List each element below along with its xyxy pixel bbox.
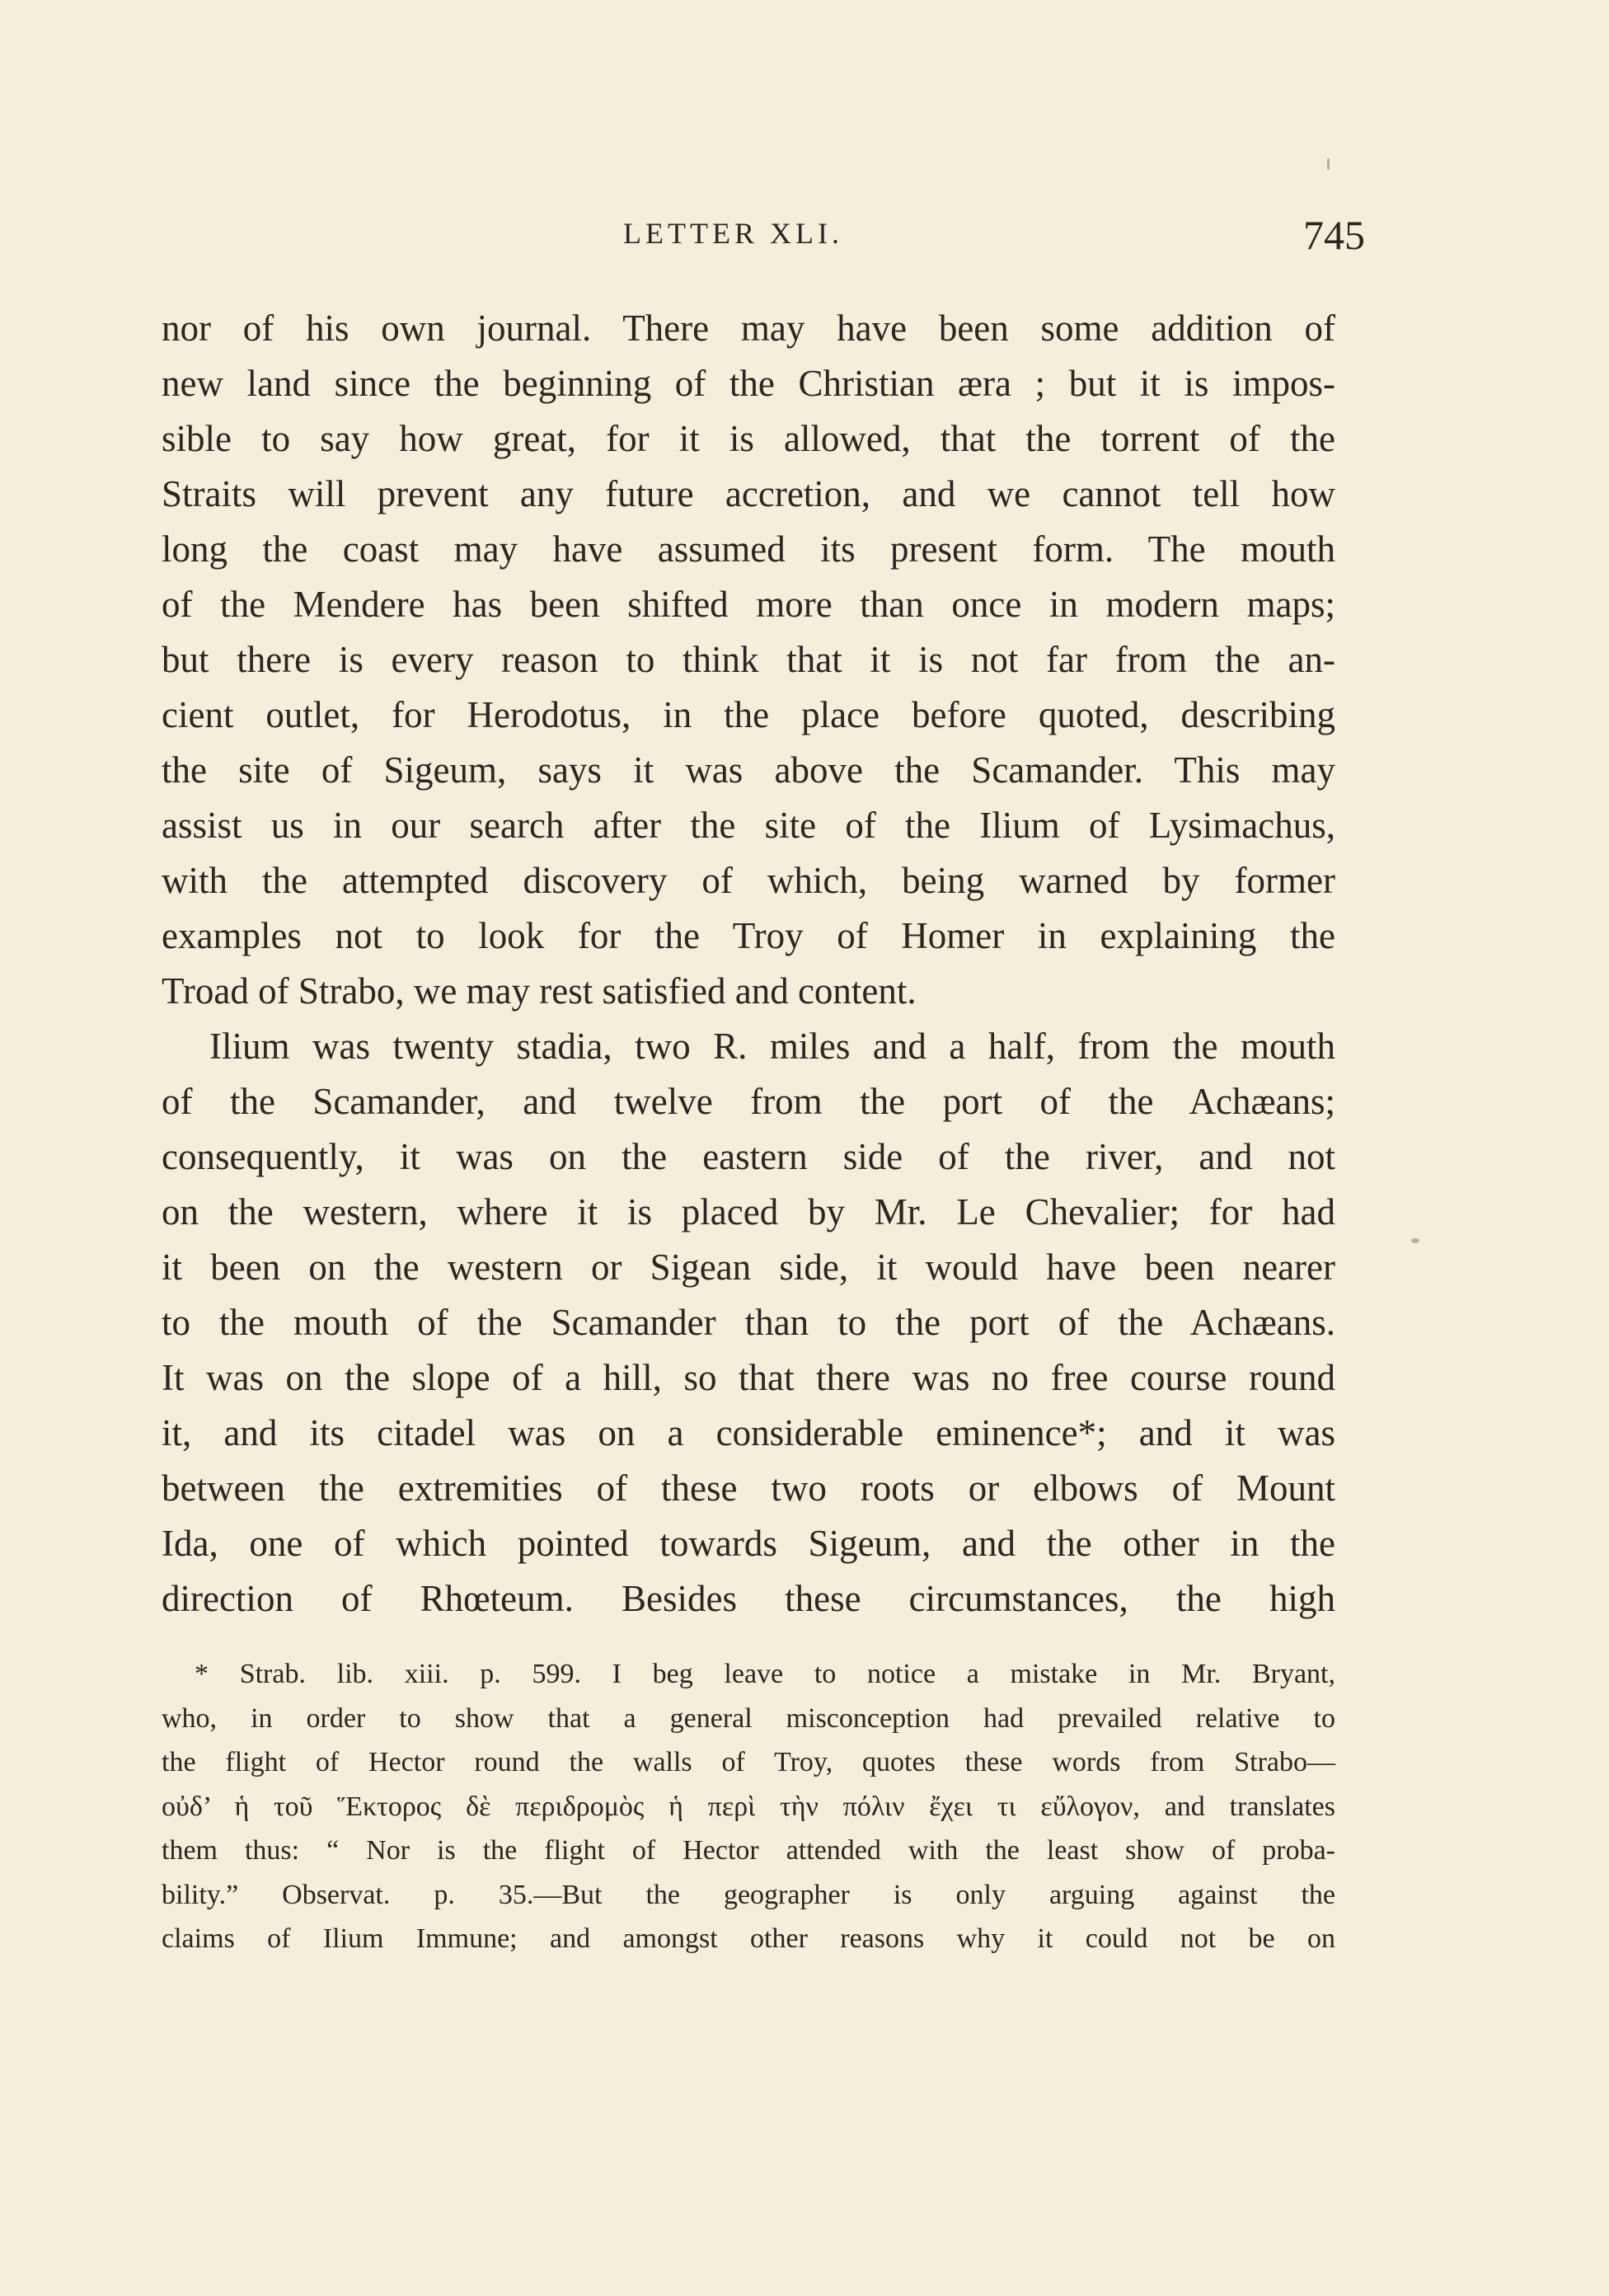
text-line: long the coast may have assumed its present form. The mouth bbox=[162, 528, 1335, 570]
paragraph-start-line: Ilium was twenty stadia, two R. miles and a half, from the mouth bbox=[209, 1026, 1335, 1067]
text-line: sible to say how great, for it is allowed, that the torrent of the bbox=[162, 418, 1335, 459]
footnote-line: claims of Ilium Immune; and amongst other reasons why it could not be on bbox=[162, 1923, 1335, 1954]
text-line: to the mouth of the Scamander than to the port of the Achæans. bbox=[162, 1302, 1335, 1343]
text-line: Ida, one of which pointed towards Sigeum, and the other in the bbox=[162, 1523, 1335, 1564]
text-line: the site of Sigeum, says it was above the Scamander. This may bbox=[162, 749, 1335, 791]
footnote bbox=[162, 1652, 1335, 1961]
footnote-line: the flight of Hector round the walls of Troy, quotes these words from Strabo— bbox=[162, 1747, 1335, 1777]
text-line: nor of his own journal. There may have been some addition of bbox=[162, 308, 1335, 349]
running-title: LETTER XLI. bbox=[623, 217, 843, 250]
text-line: but there is every reason to think that it is not far from the an- bbox=[162, 639, 1335, 680]
footnote-line: * Strab. lib. xiii. p. 599. I beg leave to notice a mistake in Mr. Bryant, bbox=[195, 1659, 1335, 1689]
text-line: between the extremities of these two roots or elbows of Mount bbox=[162, 1467, 1335, 1509]
text-line: of the Scamander, and twelve from the port of the Achæans; bbox=[162, 1081, 1335, 1122]
text-line: Straits will prevent any future accretion, and we cannot tell how bbox=[162, 473, 1335, 514]
footnote-line: bility.” Observat. p. 35.—But the geographer is only arguing against the bbox=[162, 1879, 1335, 1910]
text-line: with the attempted discovery of which, being warned by former bbox=[162, 860, 1335, 901]
text-line: consequently, it was on the eastern side of the river, and not bbox=[162, 1136, 1335, 1177]
footnote-line: them thus: “ Nor is the flight of Hector attended with the least show of proba- bbox=[162, 1835, 1335, 1866]
page-number: 745 bbox=[1303, 212, 1365, 258]
footnote-line: who, in order to show that a general misconception had prevailed relative to bbox=[162, 1702, 1335, 1734]
paragraph-end-line: Troad of Strabo, we may rest satisfied and content. bbox=[162, 970, 917, 1012]
text-line: of the Mendere has been shifted more than once in modern maps; bbox=[162, 584, 1335, 625]
running-head bbox=[162, 212, 1365, 265]
text-line: It was on the slope of a hill, so that there was no free course round bbox=[162, 1357, 1335, 1398]
text-line: examples not to look for the Troy of Homer in explaining the bbox=[162, 915, 1335, 956]
text-line: new land since the beginning of the Christian æra ; but it is impos- bbox=[162, 363, 1335, 404]
text-line: on the western, where it is placed by Mr. Le Chevalier; for had bbox=[162, 1191, 1335, 1233]
text-line: it been on the western or Sigean side, it would have been nearer bbox=[162, 1247, 1335, 1288]
paper-speck bbox=[1327, 158, 1330, 170]
text-line: it, and its citadel was on a considerable eminence*; and it was bbox=[162, 1412, 1335, 1453]
text-line: assist us in our search after the site of the Ilium of Lysimachus, bbox=[162, 805, 1335, 846]
footnote-line: οὐδ’ ἡ τοῦ Ἕκτορος δὲ περιδρομὸς ἡ περὶ τὴν πόλιν ἔχει τι εὔλογον, and translates bbox=[162, 1791, 1335, 1822]
text-line: cient outlet, for Herodotus, in the place before quoted, describing bbox=[162, 694, 1335, 735]
paper-speck bbox=[1411, 1238, 1419, 1243]
body-text bbox=[162, 301, 1335, 1627]
text-line: direction of Rhœteum. Besides these circumstances, the high bbox=[162, 1578, 1335, 1619]
